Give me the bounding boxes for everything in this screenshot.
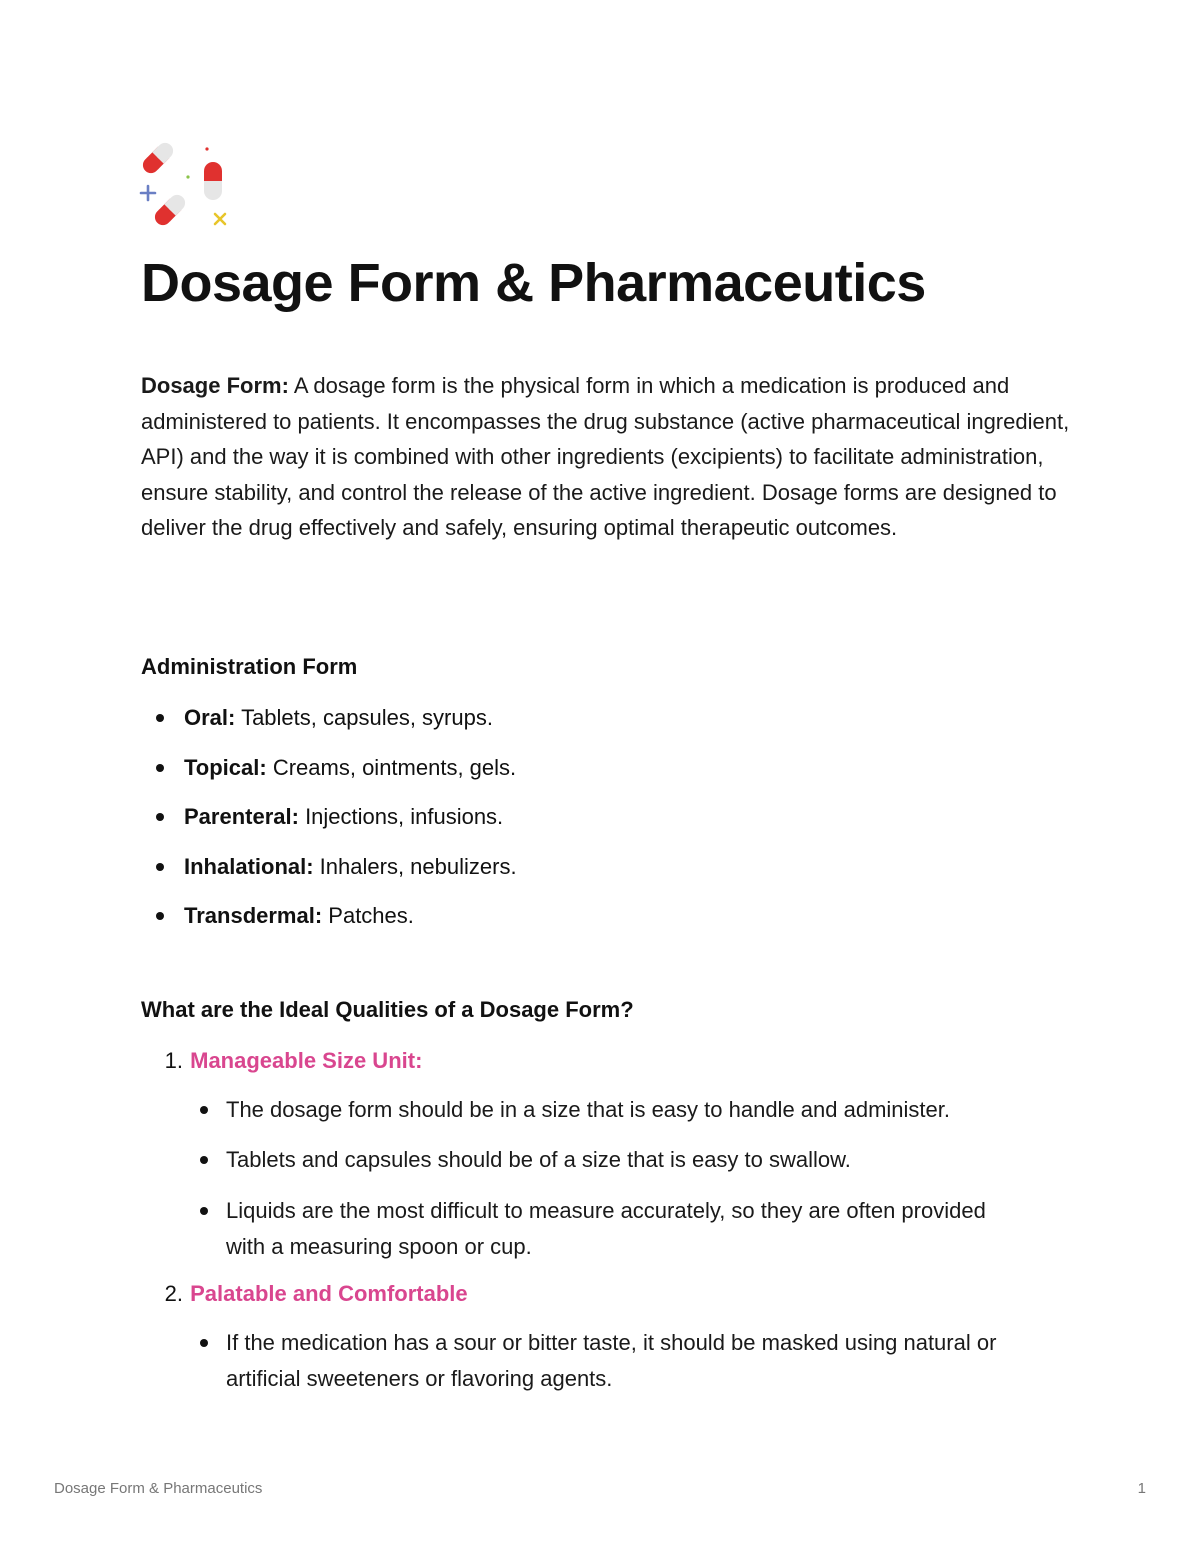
quality-point bbox=[226, 1142, 1106, 1178]
administration-heading: Administration Form bbox=[141, 654, 358, 679]
bullet-icon bbox=[156, 714, 164, 722]
quality-point bbox=[226, 1193, 1026, 1264]
pill-capsule-icon bbox=[136, 138, 232, 234]
bullet-icon bbox=[156, 813, 164, 821]
page-title: Dosage Form & Pharmaceutics bbox=[141, 253, 926, 313]
list-item-text: Patches. bbox=[322, 903, 414, 929]
quality-label: Palatable and Comfortable bbox=[190, 1281, 468, 1306]
bullet-icon bbox=[200, 1106, 208, 1114]
quality-point-text: If the medication has a sour or bitter taste, it should be masked using natural or artificial sweeteners or flavoring agents. bbox=[226, 1330, 997, 1391]
quality-number: 1. bbox=[164, 1048, 183, 1073]
list-item-term: Topical: bbox=[184, 754, 267, 780]
quality-point bbox=[226, 1092, 1106, 1128]
footer-page-number: 1 bbox=[1137, 1480, 1146, 1497]
bullet-icon bbox=[200, 1156, 208, 1164]
list-item-text: Creams, ointments, gels. bbox=[266, 754, 517, 780]
list-item-term: Inhalational: bbox=[184, 853, 314, 879]
list-item-term: Transdermal: bbox=[184, 903, 323, 929]
list-item-text: Tablets, capsules, syrups. bbox=[235, 705, 493, 730]
list-item-text: Inhalers, nebulizers. bbox=[313, 853, 517, 879]
quality-label: Manageable Size Unit: bbox=[190, 1048, 423, 1073]
qualities-heading: What are the Ideal Qualities of a Dosage Form? bbox=[141, 997, 634, 1022]
bullet-icon bbox=[156, 912, 164, 920]
bullet-icon bbox=[156, 863, 164, 871]
quality-point-text: Tablets and capsules should be of a size that is easy to swallow. bbox=[226, 1147, 851, 1172]
list-item-term: Parenteral: bbox=[184, 804, 299, 830]
list-item-term: Oral: bbox=[184, 705, 236, 730]
list-item bbox=[141, 750, 517, 800]
list-item bbox=[141, 898, 517, 948]
quality-point-text: Liquids are the most difficult to measure accurately, so they are often provided with a measuring spoon or cup. bbox=[226, 1198, 986, 1259]
bullet-icon bbox=[200, 1207, 208, 1215]
list-item-text: Injections, infusions. bbox=[298, 804, 504, 830]
intro-term: Dosage Form: bbox=[141, 373, 289, 398]
quality-point-text: The dosage form should be in a size that is easy to handle and administer. bbox=[226, 1097, 950, 1122]
intro-text: A dosage form is the physical form in which a medication is produced and administered to patients. It encompasses the drug substance (active pharmaceutical ingredient, API) and the way it is combined with other ingredients (excipients) to facilitate administration, ensure stability, and control the release of the active ingredient. Dosage forms are designed to deliver the drug effectively and safely, ensuring optimal therapeutic outcomes. bbox=[141, 373, 1070, 540]
quality-point bbox=[226, 1325, 1016, 1396]
quality-number: 2. bbox=[164, 1281, 183, 1306]
bullet-icon bbox=[200, 1339, 208, 1347]
list-item bbox=[141, 700, 517, 750]
quality-item-1 bbox=[141, 1043, 422, 1078]
quality-item-2 bbox=[141, 1276, 468, 1311]
list-item bbox=[141, 849, 517, 899]
footer-title: Dosage Form & Pharmaceutics bbox=[54, 1480, 263, 1497]
administration-list bbox=[141, 700, 517, 948]
list-item bbox=[141, 799, 517, 849]
bullet-icon bbox=[156, 764, 164, 772]
intro-paragraph bbox=[141, 368, 1071, 546]
